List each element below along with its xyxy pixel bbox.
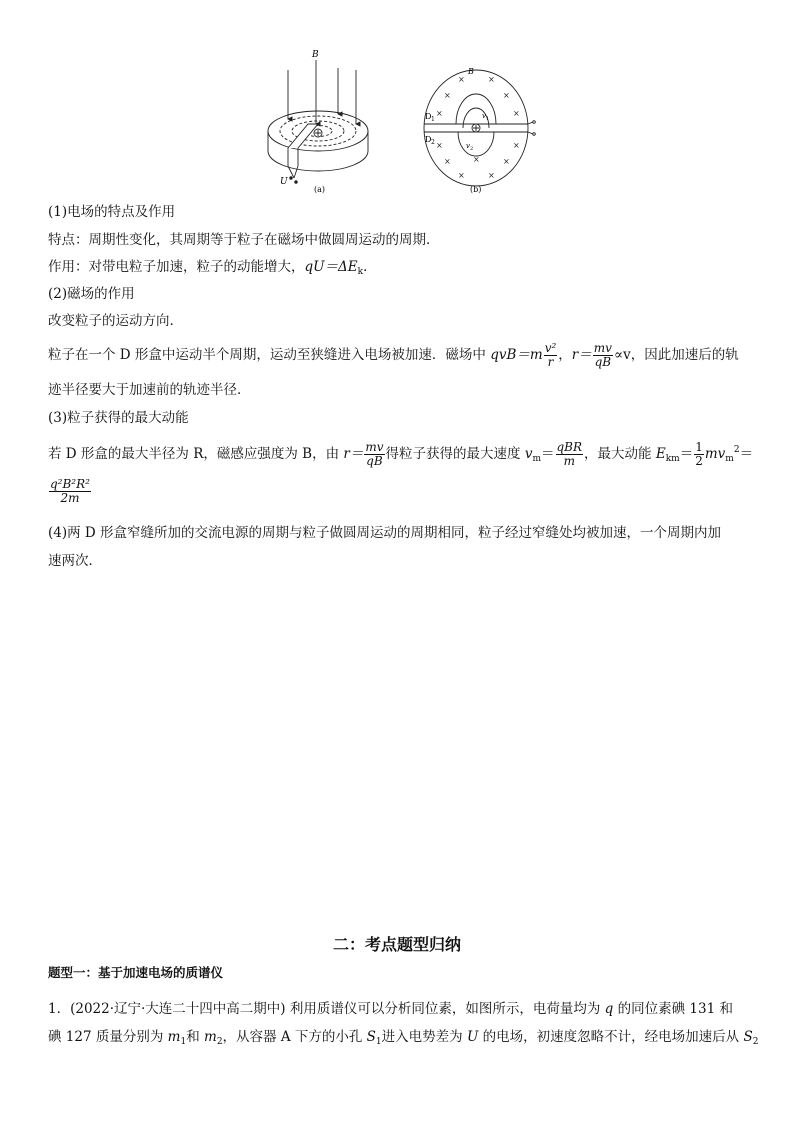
v2-label: v (466, 142, 470, 150)
figure-a-label: (a) (314, 185, 326, 194)
s2-title: (2)磁场的作用 (48, 286, 135, 302)
svg-text:×: × (488, 171, 495, 180)
D2-label: D (425, 135, 432, 144)
svg-text:×: × (503, 157, 510, 166)
svg-text:×: × (513, 109, 520, 118)
s2-line3: 迹半径要大于加速前的轨迹半径． (48, 382, 251, 398)
svg-text:×: × (488, 75, 495, 84)
svg-text:×: × (444, 157, 451, 166)
cyclotron-figure (258, 44, 548, 196)
svg-text:×: × (458, 75, 465, 84)
s4-line1: (4)两 D 形盒窄缝所加的交流电源的周期与粒子做圆周运动的周期相同，粒子经过窄缝处均被加速，一个周期内加 (48, 525, 722, 541)
svg-text:×: × (458, 171, 465, 180)
svg-text:×: × (436, 141, 443, 150)
s4-line2: 速两次． (48, 553, 102, 569)
s1-feature: 特点：周期性变化，其周期等于粒子在磁场中做圆周运动的周期． (48, 232, 440, 248)
figure-b-topview (424, 70, 535, 186)
svg-text:×: × (503, 91, 510, 100)
B-label-a: B (312, 50, 319, 60)
svg-text:2: 2 (431, 139, 435, 146)
s3-line2: $\frac{\text{q²B²R²}}{2m}$ (50, 477, 90, 505)
svg-text:×: × (444, 91, 451, 100)
svg-text:×: × (436, 109, 443, 118)
svg-text:1: 1 (431, 116, 435, 123)
svg-text:×: × (513, 141, 520, 150)
s2-line2: 粒子在一个 D 形盒中运动半个周期，运动至狭缝进入电场被加速．磁场中 qvB＝m $\frac{\text{v²}}{r}$ ，r＝ $\frac{mv}{qB}$ ∝v，因此加速后的轨 (48, 341, 739, 369)
v1-label: v (482, 112, 486, 120)
s3-title: (3)粒子获得的最大动能 (48, 410, 189, 426)
s2-line1: 改变粒子的运动方向． (48, 313, 183, 329)
section-title: 二：考点题型归纳 (332, 935, 461, 954)
figure-a-cylinder (268, 60, 368, 183)
D1-label: D (425, 112, 432, 121)
s3-line1: 若 D 形盒的最大半径为 R，磁感应强度为 B，由 r＝ $\frac{mv}{qB}$ 得粒子获得的最大速度 $v_m=$ $\frac{\text{qBR}}{m}$ ，最大动能 $E_{km}=$ $\frac{1}{2}$ $mv_m^2=$ (48, 440, 754, 468)
question-type: 题型一：基于加速电场的质谱仪 (48, 965, 224, 980)
s1-effect: 作用：对带电粒子加速，粒子的动能增大，$qU=\Delta E_k$． (48, 259, 377, 277)
svg-text:2: 2 (470, 146, 474, 152)
svg-text:×: × (473, 155, 480, 164)
question-line2: 碘 127 质量分别为 $m_1$和 $m_2$，从容器 A 下方的小孔 $S_1$进入电势差为 U 的电场，初速度忽略不计，经电场加速后从 $S_2$ (48, 1029, 759, 1047)
figure-b-label: (b) (470, 185, 482, 194)
U-label: U (280, 177, 288, 187)
svg-text:1: 1 (486, 116, 490, 122)
question-line1: 1．(2022·辽宁·大连二十四中高二期中) 利用质谱仪可以分析同位素，如图所示，电荷量均为 q 的同位素碘 131 和 (48, 1001, 733, 1017)
s1-title: (1)电场的特点及作用 (48, 204, 176, 220)
B-label-b: B (468, 67, 474, 76)
